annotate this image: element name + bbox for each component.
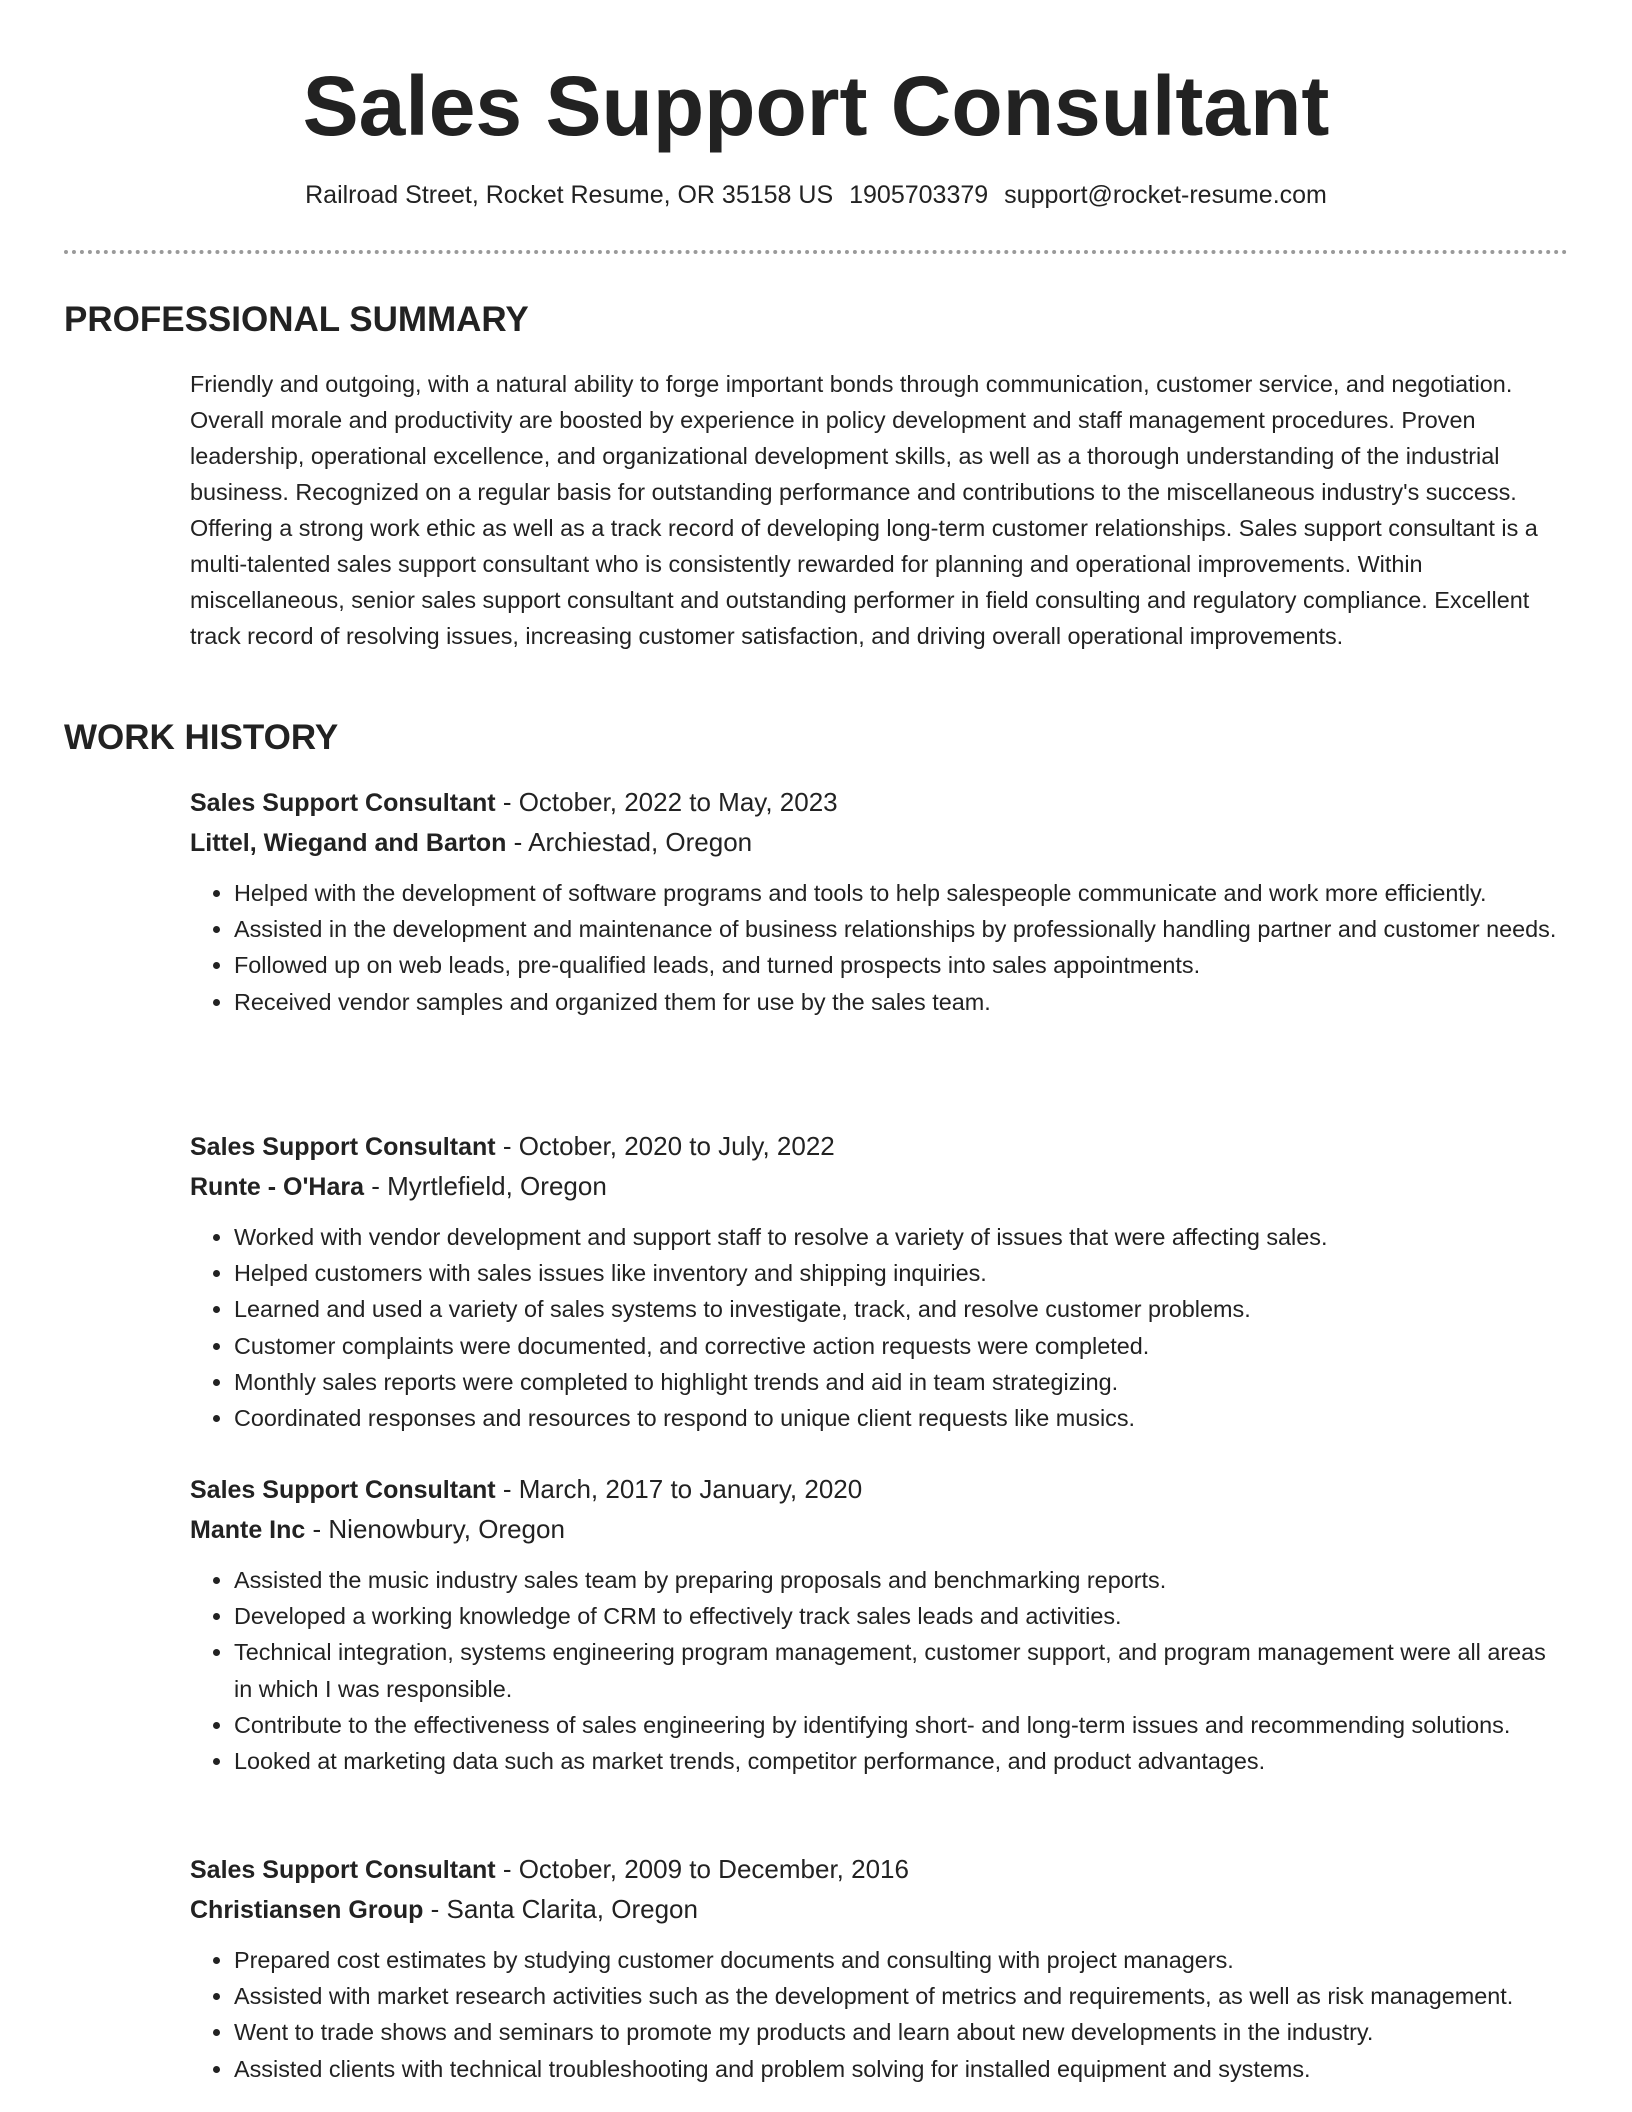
work-history-heading: WORK HISTORY	[64, 718, 339, 757]
job-title: Sales Support Consultant	[190, 789, 496, 817]
job-title-line	[190, 1850, 1570, 1890]
job-bullets	[190, 1562, 1570, 1779]
job-company-line	[190, 1890, 1570, 1930]
bullet-item: • Technical integration, systems engineering program management, customer support, and program management were all areas in which I was responsible.	[234, 1634, 1570, 1706]
job-dates: - October, 2022 to May, 2023	[495, 787, 838, 817]
job-dates: - October, 2009 to December, 2016	[495, 1854, 909, 1884]
job-title-line	[190, 783, 1570, 823]
header-divider	[64, 250, 1568, 254]
bullet-item: • Followed up on web leads, pre-qualified leads, and turned prospects into sales appointments.	[234, 947, 1570, 983]
company-name: Mante Inc	[190, 1516, 306, 1544]
bullet-item: • Contribute to the effectiveness of sales engineering by identifying short- and long-term issues and recommending solutions.	[234, 1707, 1570, 1743]
candidate-name: Sales Support Consultant	[302, 59, 1330, 153]
job-company-line	[190, 823, 1570, 863]
address: Railroad Street, Rocket Resume, OR 35158 US	[305, 181, 834, 209]
company-name: Runte - O'Hara	[190, 1173, 365, 1201]
bullet-item: • Prepared cost estimates by studying customer documents and consulting with project managers.	[234, 1942, 1570, 1978]
job-location: - Myrtlefield, Oregon	[364, 1171, 607, 1201]
job-title-line	[190, 1470, 1570, 1510]
resume-page	[64, 0, 1568, 2082]
job-title: Sales Support Consultant	[190, 1476, 496, 1504]
job-dates: - October, 2020 to July, 2022	[495, 1131, 835, 1161]
bullet-item: • Looked at marketing data such as market trends, competitor performance, and product advantages.	[234, 1743, 1570, 1779]
job-bullets	[190, 1219, 1570, 1436]
job-bullets	[190, 875, 1570, 1020]
job-location: - Nienowbury, Oregon	[305, 1514, 565, 1544]
job-location: - Santa Clarita, Oregon	[423, 1894, 698, 1924]
job-title-line	[190, 1127, 1570, 1167]
bullet-item: • Helped customers with sales issues like inventory and shipping inquiries.	[234, 1255, 1570, 1291]
company-name: Littel, Wiegand and Barton	[190, 829, 507, 857]
job-location: - Archiestad, Oregon	[506, 827, 753, 857]
job-entry	[190, 1470, 1570, 1779]
bullet-item: • Assisted clients with technical troubleshooting and problem solving for installed equipment and systems.	[234, 2051, 1570, 2087]
job-dates: - March, 2017 to January, 2020	[495, 1474, 863, 1504]
job-entry	[190, 783, 1570, 1020]
bullet-item: • Learned and used a variety of sales systems to investigate, track, and resolve customer problems.	[234, 1291, 1570, 1327]
summary-text: Friendly and outgoing, with a natural ability to forge important bonds through communication, customer service, and negotiation. Overall morale and productivity are boosted by experience in policy development and staff management procedures. Proven leadership, operational excellence, and organizational development skills, as well as a thorough understanding of the industrial business. Recognized on a regular basis for outstanding performance and contributions to the miscellaneous industry's success. Offering a strong work ethic as well as a track record of developing long-term customer relationships. Sales support consultant is a multi-talented sales support consultant who is consistently rewarded for planning and operational improvements. Within miscellaneous, senior sales support consultant and outstanding performer in field consulting and regulatory compliance. Excellent track record of resolving issues, increasing customer satisfaction, and driving overall operational improvements.	[190, 371, 1538, 649]
bullet-item: • Assisted the music industry sales team by preparing proposals and benchmarking reports.	[234, 1562, 1570, 1598]
bullet-item: • Monthly sales reports were completed to highlight trends and aid in team strategizing.	[234, 1364, 1570, 1400]
bullet-item: • Helped with the development of software programs and tools to help salespeople communicate and work more efficiently.	[234, 875, 1570, 911]
bullet-item: • Coordinated responses and resources to respond to unique client requests like musics.	[234, 1400, 1570, 1436]
job-company-line	[190, 1167, 1570, 1207]
job-entry	[190, 1850, 1570, 2087]
job-company-line	[190, 1510, 1570, 1550]
bullet-item: • Went to trade shows and seminars to promote my products and learn about new developments in the industry.	[234, 2014, 1570, 2050]
bullet-item: • Assisted with market research activities such as the development of metrics and requirements, as well as risk management.	[234, 1978, 1570, 2014]
bullet-item: • Developed a working knowledge of CRM to effectively track sales leads and activities.	[234, 1598, 1570, 1634]
job-title: Sales Support Consultant	[190, 1133, 496, 1161]
job-bullets	[190, 1942, 1570, 2087]
company-name: Christiansen Group	[190, 1896, 424, 1924]
phone: 1905703379	[849, 181, 989, 209]
email: support@rocket-resume.com	[1004, 181, 1327, 209]
contact-line	[64, 178, 1568, 212]
bullet-item: • Customer complaints were documented, and corrective action requests were completed.	[234, 1328, 1570, 1364]
bullet-item: • Assisted in the development and maintenance of business relationships by professionally handling partner and customer needs.	[234, 911, 1570, 947]
job-entry	[190, 1127, 1570, 1436]
bullet-item: • Worked with vendor development and support staff to resolve a variety of issues that were affecting sales.	[234, 1219, 1570, 1255]
bullet-item: • Received vendor samples and organized them for use by the sales team.	[234, 984, 1570, 1020]
job-title: Sales Support Consultant	[190, 1856, 496, 1884]
summary-heading: PROFESSIONAL SUMMARY	[64, 300, 529, 339]
